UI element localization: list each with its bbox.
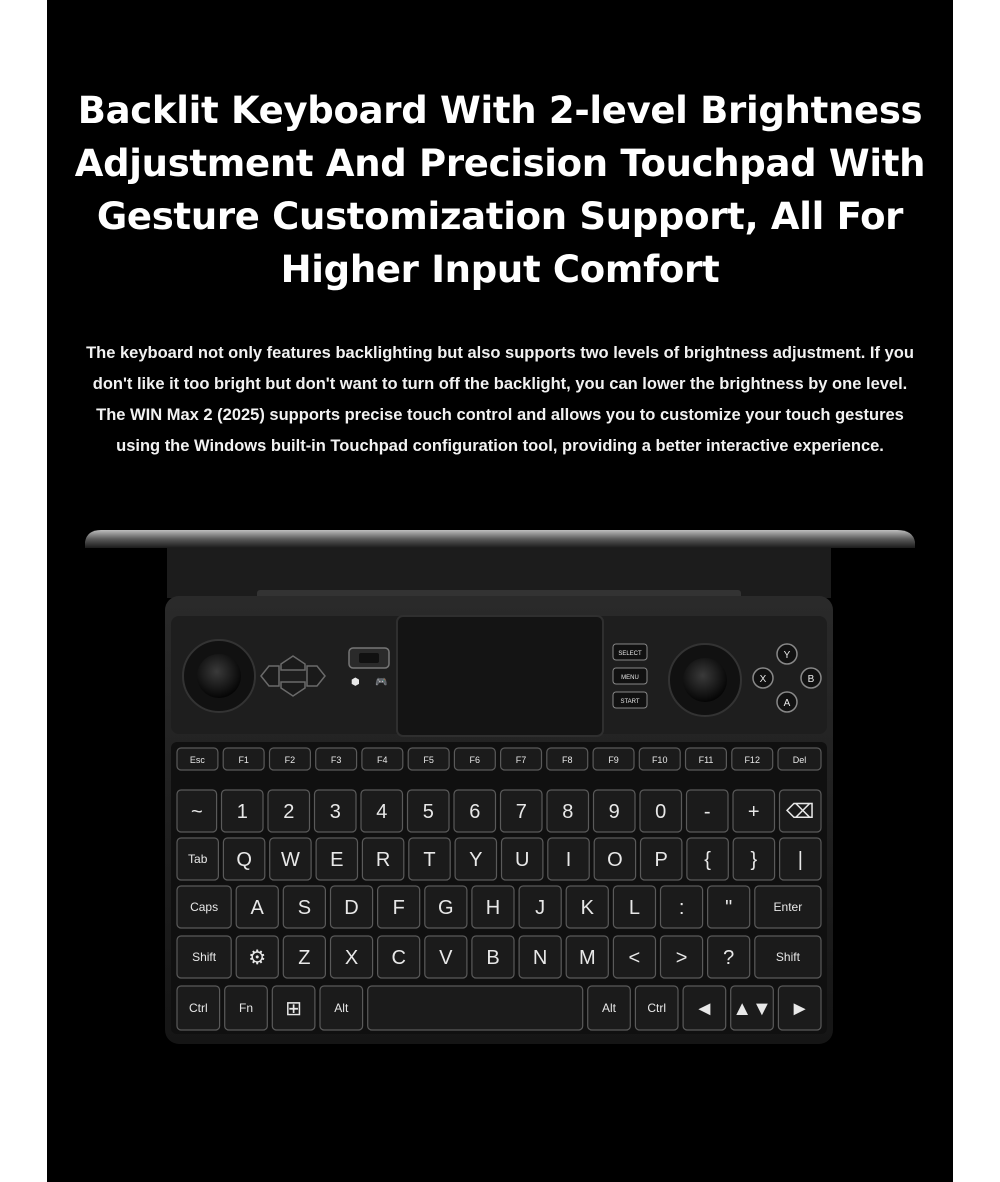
key-label: W bbox=[280, 849, 300, 871]
key-label: Q bbox=[236, 849, 252, 871]
key-label: Ctrl bbox=[188, 1001, 208, 1015]
key-label: F6 bbox=[469, 755, 481, 765]
key-label: F3 bbox=[330, 755, 342, 765]
a-button-label: A bbox=[783, 698, 791, 709]
key-label: T bbox=[423, 849, 436, 871]
key-label: V bbox=[439, 947, 453, 969]
key-label: O bbox=[607, 849, 623, 871]
description-line: The WIN Max 2 (2025) supports precise touch control and allows you to customize your touch gestures bbox=[96, 406, 904, 424]
key-label: E bbox=[330, 849, 344, 871]
svg-text:🎮: 🎮 bbox=[375, 677, 388, 688]
key-label: Shift bbox=[775, 950, 800, 964]
key-label: Del bbox=[792, 755, 807, 765]
key-label: X bbox=[344, 947, 359, 969]
key-label: Enter bbox=[773, 900, 803, 914]
key-label: F4 bbox=[377, 755, 388, 765]
key-label: { bbox=[704, 849, 711, 871]
key-label: 8 bbox=[562, 801, 574, 823]
key-label: " bbox=[725, 897, 733, 919]
key-label: 7 bbox=[515, 801, 527, 823]
key-label: ~ bbox=[190, 801, 203, 823]
key-label: A bbox=[250, 897, 264, 919]
key-label: M bbox=[578, 947, 596, 969]
device-illustration bbox=[79, 520, 919, 1060]
key-label: H bbox=[485, 897, 501, 919]
description-line: don't like it too bright but don't want to turn off the backlight, you can lower the brightness by one level. bbox=[92, 375, 908, 393]
key-label: F2 bbox=[284, 755, 296, 765]
key-label: F8 bbox=[562, 755, 573, 765]
key-label: C bbox=[391, 947, 406, 969]
key-label: U bbox=[514, 849, 530, 871]
select-button-label: SELECT bbox=[618, 651, 642, 657]
svg-text:⬢: ⬢ bbox=[351, 677, 360, 688]
key-label: 1 bbox=[236, 801, 248, 823]
key-label: | bbox=[797, 849, 803, 871]
key-label: P bbox=[654, 849, 668, 871]
key-label: 3 bbox=[329, 801, 341, 823]
key-label: Fn bbox=[238, 1001, 254, 1015]
key-label: 4 bbox=[376, 801, 388, 823]
key-label: S bbox=[297, 897, 312, 919]
lid-edge bbox=[85, 530, 915, 548]
headline-line: Higher Input Comfort bbox=[280, 248, 720, 291]
key-label: 6 bbox=[469, 801, 481, 823]
key-label: } bbox=[750, 849, 758, 871]
key-label: Ctrl bbox=[647, 1001, 667, 1015]
headline bbox=[47, 84, 953, 296]
key-label: F12 bbox=[744, 755, 760, 765]
x-button-label: X bbox=[759, 674, 767, 685]
headline-line: Backlit Keyboard With 2-level Brightness bbox=[77, 89, 923, 132]
b-button-label: B bbox=[807, 674, 815, 685]
key-label: - bbox=[703, 801, 711, 823]
product-panel bbox=[47, 0, 953, 1182]
key-label: R bbox=[375, 849, 391, 871]
key-label: Caps bbox=[190, 900, 219, 914]
key-label: G bbox=[438, 897, 454, 919]
key-label: F10 bbox=[651, 755, 668, 765]
key-label: D bbox=[344, 897, 359, 919]
key-label: ⌫ bbox=[786, 801, 815, 823]
center-buttons bbox=[613, 644, 647, 708]
key-label: F7 bbox=[515, 755, 527, 765]
key-label: J bbox=[535, 897, 546, 919]
description-line: using the Windows built-in Touchpad configuration tool, providing a better interactive experience. bbox=[116, 437, 884, 455]
key-label: I bbox=[565, 849, 572, 871]
key-label: N bbox=[532, 947, 548, 969]
key-label: Y bbox=[469, 849, 483, 871]
start-button-label: START bbox=[620, 699, 640, 705]
description bbox=[47, 338, 953, 462]
left-thumbstick-cap bbox=[197, 654, 241, 698]
key-label: Alt bbox=[601, 1001, 617, 1015]
key-label: 0 bbox=[655, 801, 667, 823]
key-label: < bbox=[628, 947, 641, 969]
key-label: ► bbox=[789, 998, 810, 1020]
handheld-device-image bbox=[79, 520, 919, 1060]
key-label: Tab bbox=[188, 852, 208, 866]
description-line: The keyboard not only features backlighting but also supports two levels of brightness adjustment. If you bbox=[86, 344, 914, 362]
key-label: Alt bbox=[334, 1001, 349, 1015]
y-button-label: Y bbox=[783, 650, 791, 661]
key-label: F bbox=[392, 897, 405, 919]
headline-line: Adjustment And Precision Touchpad With bbox=[74, 142, 926, 185]
key-label: 5 bbox=[422, 801, 434, 823]
key-label: + bbox=[747, 801, 760, 823]
key-label: L bbox=[628, 897, 640, 919]
key-label: F1 bbox=[238, 755, 249, 765]
key-label: ▲▼ bbox=[732, 998, 772, 1020]
key-label: K bbox=[580, 897, 594, 919]
key-label: 2 bbox=[283, 801, 295, 823]
key-label: F9 bbox=[608, 755, 619, 765]
key-label: > bbox=[675, 947, 688, 969]
key-label: F5 bbox=[423, 755, 434, 765]
key-label: B bbox=[486, 947, 500, 969]
right-thumbstick-cap bbox=[683, 658, 727, 702]
touchpad bbox=[397, 616, 603, 736]
key bbox=[368, 986, 583, 1030]
key-label: ⊞ bbox=[285, 998, 302, 1020]
headline-line: Gesture Customization Support, All For bbox=[96, 195, 904, 238]
key-label: ? bbox=[723, 947, 735, 969]
key-label: Z bbox=[298, 947, 311, 969]
key-label: ⚙ bbox=[248, 947, 267, 969]
key-label: Shift bbox=[192, 950, 217, 964]
key-label: F11 bbox=[698, 755, 714, 765]
key-label: 9 bbox=[608, 801, 620, 823]
key-label: Esc bbox=[189, 755, 205, 765]
key-label: : bbox=[678, 897, 685, 919]
menu-button-label: MENU bbox=[621, 675, 639, 681]
key-label: ◄ bbox=[694, 998, 715, 1020]
